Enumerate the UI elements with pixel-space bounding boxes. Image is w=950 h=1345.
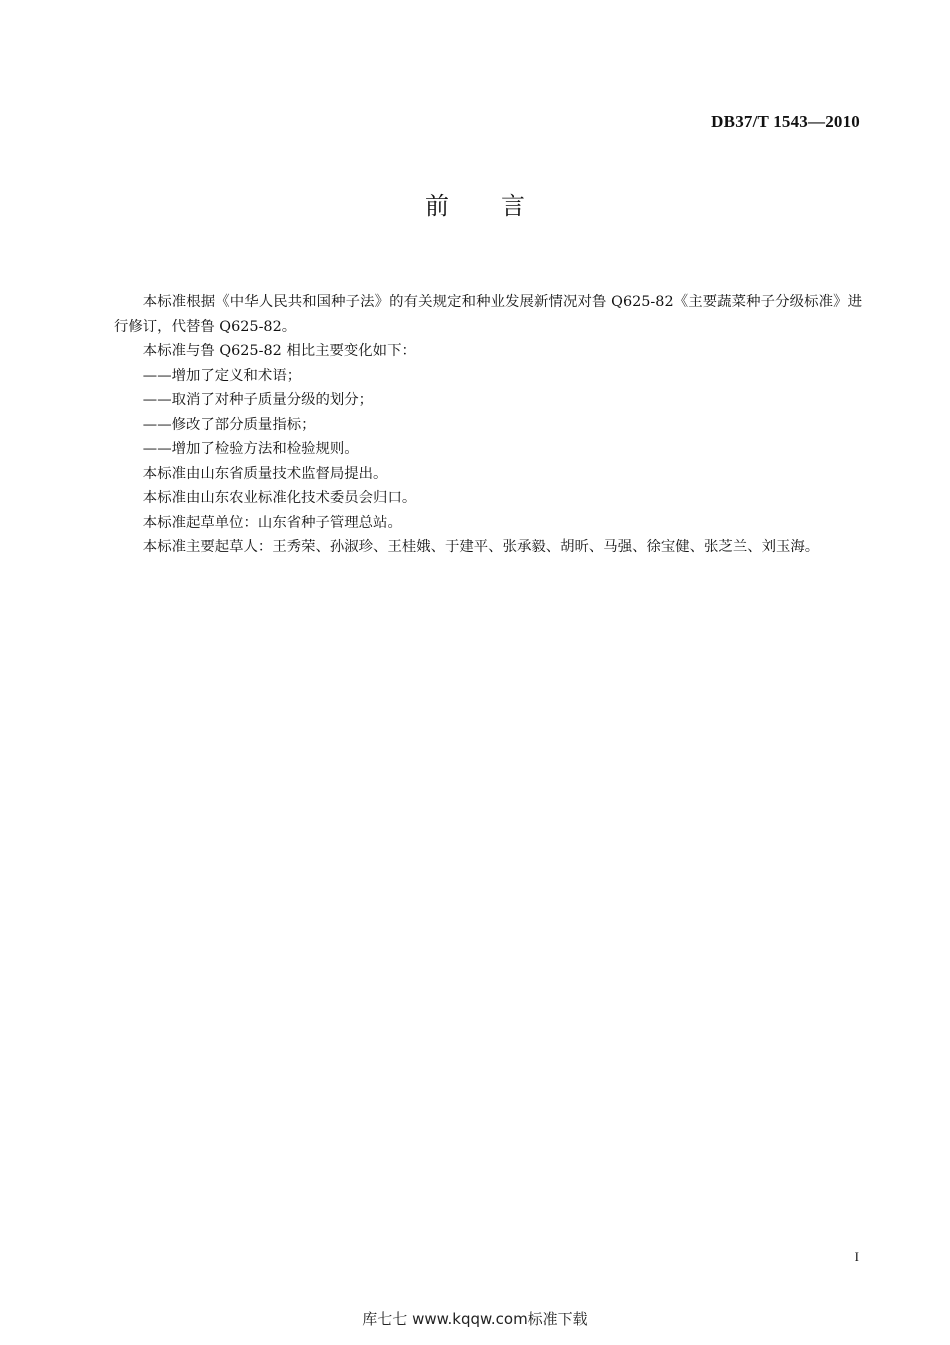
list-item-change: ——修改了部分质量指标； bbox=[142, 416, 316, 433]
footer-watermark: 库七七 www.kqqw.com标准下载 bbox=[362, 1310, 588, 1328]
paragraph-drafters: 本标准主要起草人：王秀荣、孙淑珍、王桂娥、于建平、张承毅、胡昕、马强、徐宝健、张芝兰、刘玉海。 bbox=[142, 539, 820, 555]
document-body bbox=[114, 290, 862, 560]
list-item-change: ——取消了对种子质量分级的划分； bbox=[142, 392, 374, 408]
paragraph-changes-intro: 本标准与鲁 Q625-82 相比主要变化如下： bbox=[142, 343, 416, 359]
paragraph-committee: 本标准由山东农业标准化技术委员会归口。 bbox=[142, 490, 417, 506]
paragraph-proposer: 本标准由山东省质量技术监督局提出。 bbox=[142, 465, 388, 482]
page-title: 前言 bbox=[425, 192, 577, 220]
paragraph-basis: 本标准根据《中华人民共和国种子法》的有关规定和种业发展新情况对鲁 Q625-82《主要蔬菜种子分级标准》进行修订，代替鲁 Q625-82。 bbox=[114, 294, 862, 335]
page-number: I bbox=[854, 1249, 859, 1264]
paragraph-drafting-unit: 本标准起草单位：山东省种子管理总站。 bbox=[142, 514, 402, 531]
document-code: DB37/T 1543—2010 bbox=[711, 112, 860, 131]
list-item-change: ——增加了定义和术语； bbox=[142, 367, 302, 384]
list-item-change: ——增加了检验方法和检验规则。 bbox=[142, 441, 359, 457]
